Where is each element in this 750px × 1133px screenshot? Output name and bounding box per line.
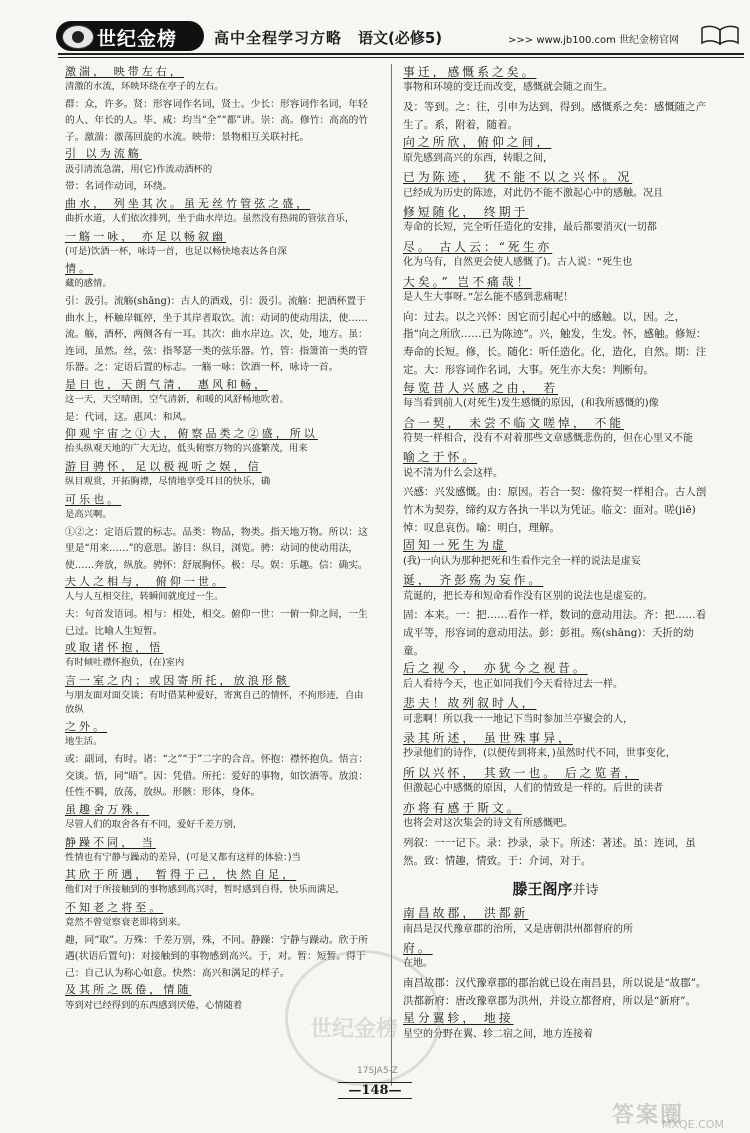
translation-line: 每当看到前人(对死生)发生感慨的原因，(和我所感慨的)像 [403,397,659,409]
header-rule [58,53,744,55]
translation-line: 也将会对这次集会的诗文有所感慨吧。 [403,818,573,830]
source-text-line: 大矣。” 岂不痛哉！ [403,274,532,289]
source-text-line: 尽。 古人云：“死生亦 [403,239,553,254]
translation-line: 清激的水流，环映环绕在亭子的左右。 [65,81,224,93]
translation-line: (可是)饮酒一杯，咏诗一首，也足以畅快地表达各自深 [65,245,287,257]
translation-line: 说不清为什么会这样。 [403,467,503,479]
translation-line: 竟然不曾觉察衰老即将到来。 [65,917,187,929]
annotation-paragraph: 兴感：兴发感慨。由：原因。若合一契：像符契一样相合。古人剖竹木为契券，缔约双方各执一半以为凭证。临文：面对。嗟(jiē)悼：叹息哀伤。喻：明白，理解。 [403,486,707,534]
translation-line: 后人看待今天，也正如同我们今天看待过去一样。 [403,678,623,690]
source-text-line: 喻之于怀。 [403,450,478,465]
page-number: —148— [338,1082,411,1099]
translation-line: 藏的感情。 [65,278,112,290]
translation-line: 可悲啊！所以我一一地记下当时参加兰亭聚会的人， [403,713,633,725]
stamp-text: 世纪金榜 [310,1017,399,1042]
source-text-line: 事迁，感慨系之矣。 [403,65,537,79]
source-text-line: 诞， 齐彭殇为妄作。 [403,573,544,588]
website-label: >>> www.jb100.com 世纪金榜官网 [508,35,680,46]
source-text-line: 游目骋怀，足以极视听之娱，信 [65,460,262,474]
source-text-line: 所以兴怀， 其致一也。 后之览者， [403,766,639,781]
source-text-line: 静躁不同， 当 [65,835,156,849]
source-text-line: 夫人之相与， 俯仰一世。 [65,575,227,589]
translation-line: 事物和环境的变迁而改变，感慨就会随之而生。 [403,82,613,94]
source-text-line: 亦将有感于斯文。 [403,800,522,815]
source-text-line: 府。 [403,941,433,956]
annotation-paragraph: 夫：句首发语词。相与：相处，相交。俯仰一世：一俯一仰之间，一生已过。比喻人生短暂。 [65,609,368,637]
source-text-line: 可乐也。 [65,492,122,506]
source-text-line: 悲夫！故列叙时人， [403,696,537,711]
source-text-line: 一觞一咏， 亦足以畅叙幽 [65,229,227,243]
source-text-line: 修短随化， 终期于 [403,205,529,220]
column-divider [391,64,392,1086]
right-column [403,64,708,1045]
source-text-line: 曲水， 列坐其次。虽无丝竹管弦之盛， [65,196,311,210]
source-text-line: 合一契， 未尝不临文嗟悼， 不能 [403,415,625,430]
print-code: 17SJA5-Z [357,1066,398,1076]
translation-line: 尽管人们的取舍各有不同，爱好千差万别， [65,818,243,830]
translation-line: 荒诞的，把长寿和短命看作没有区别的说法也是虚妄的。 [403,590,653,602]
translation-line: 化为乌有，自然更会使人感慨了)。古人说：“死生也 [403,257,633,269]
source-text-line: 已为陈迹， 犹不能不以之兴怀。况 [403,170,633,185]
source-text-line: 是日也，天朗气清， 惠风和畅， [65,377,269,391]
section-title-suffix: 并诗 [572,883,599,899]
source-text-line: 其欣于所遇， 暂得于己，快然自足， [65,868,297,882]
source-text-line: 星分翼轸， 地接 [403,1011,514,1026]
left-column [65,64,370,1015]
translation-line: 曲折水道，人们依次排列，坐于曲水岸边。虽然没有热闹的管弦音乐， [65,212,355,224]
page-number-wrap [0,1083,750,1098]
translation-line: 他们对于所接触到的事物感到高兴时，暂时感到自得，快乐而满足， [65,884,345,896]
translation-line: 抬头纵观天地的广大无边，低头俯察万物的兴盛繁茂，用来 [65,443,308,455]
source-text-line: 向之所欣，俯仰之间， [403,135,552,150]
translation-line: 但激起心中感慨的原因，人们的情致是一样的。后世的读者 [403,783,663,795]
translation-line: 纵目观赏，开拓胸襟，尽情地享受耳目的快乐，确 [65,476,271,488]
annotation-paragraph: 或：副词，有时。诸：“之”“于”二字的合音。怀抱：襟怀抱负。悟言：交谈。悟，同“晤”。因：凭借。所托：爱好的事物，如饮酒等。放浪：任性不羁，放荡，放纵。形骸：形体，身体。 [65,754,369,799]
source-text-line: 每览昔人兴感之由， 若 [403,380,559,395]
source-text-line: 情。 [65,262,94,276]
watermark-main: 答案圈 [612,1103,685,1128]
translation-line: 性情也有宁静与躁动的差异，(可是又都有这样的体验：)当 [65,851,301,863]
translation-line: 星空的分野在翼、轸二宿之间，地方连接着 [403,1028,593,1040]
translation-line: 南昌是汉代豫章郡的治所，又是唐朝洪州都督府的所 [403,923,633,935]
annotation-paragraph: 向：过去。以之兴怀：因它而引起心中的感触。以，因。之，指“向之所欣……已为陈迹”。兴，触发，生发。怀，感触。修短：寿命的长短。修，长。随化：听任造化。化，造化，自然。期：注定。大：形容词作名词，大事。死生亦大矣：判断句。 [403,310,707,376]
translation-line: 在地。 [403,958,433,970]
source-text-line: 后之视今， 亦犹今之视昔。 [403,661,588,676]
annotation-paragraph: 带：名词作动词，环绕。 [65,181,173,193]
translation-line: 这一天，天空晴朗，空气清新，和暖的风舒畅地吹着。 [65,394,289,406]
annotation-paragraph: 是：代词，这。惠风：和风。 [65,411,192,423]
translation-line: 是人生大事呀。”怎么能不感到悲痛呢！ [403,292,574,304]
annotation-paragraph: 列叙：一一记下。录：抄录，录下。所述：著述。虽：连词，虽然。致：情趣，情致。于：介词，对于。 [403,836,696,867]
translation-line: 有时倾吐襟怀抱负，(在)室内 [65,657,185,669]
translation-line: 汲引清流急湍，用(它)作流动酒杯的 [65,163,213,175]
translation-line: 已经成为历史的陈迹，对此仍不能不激起心中的感触。况且 [403,187,663,199]
translation-line: 符契一样相合，没有不对着那些文章感慨悲伤的，但在心里又不能 [403,432,693,444]
source-text-line: 固知一死生为虚 [403,538,507,553]
source-text-line: 不知老之将至。 [65,901,164,914]
open-book-icon [700,24,740,46]
translation-line: 与朋友面对面交谈；有时借某种爱好，寄寓自己的情怀，不拘形迹，自由放纵 [65,690,364,715]
source-text-line: 引 以为流觞 [65,147,142,161]
annotation-paragraph: 群：众，许多。贤：形容词作名词，贤士。少长：形容词作名词，年轻的人、年长的人。毕、咸：均当“全”“都”讲。崇：高。修竹：高高的竹子。激湍：激荡回旋的水流。映带：景物相互关联衬托。 [65,98,369,143]
annotation-paragraph: 引：汲引。流觞(shāng)：古人的酒戏，引：汲引。流觞：把酒杯置于曲水上，杯触岸辄停，坐于其岸者取饮。流：动词的使动用法，使……流。觞，酒杯，两侧各有一耳。其次：曲水岸边。次，处，地方。虽：连词，虽然。丝，弦：指琴瑟一类的弦乐器。竹，管：指箫笛一类的管乐器。之：定语后置的标志。一觞一咏：饮酒一杯，咏诗一首。 [65,296,368,374]
annotation-paragraph: 南昌故郡：汉代豫章郡的郡治就已设在南昌县，所以说是“故郡”。洪都新府：唐改豫章郡为洪州，并设立都督府，所以是“新府”。 [403,976,707,1007]
translation-line: 是高兴啊。 [65,508,112,520]
translation-line: 抄录他们的诗作，(以便传到将来，)虽然时代不同，世事变化， [403,748,676,760]
eye-logo-icon [62,25,94,49]
brand-name: 世纪金榜 [97,28,178,50]
source-text-line: 南昌故郡， 洪都新 [403,906,529,921]
translation-line: 地生活。 [65,736,103,748]
translation-line: 人与人互相交往，转瞬间就度过一生。 [65,591,224,603]
book-title: 高中全程学习方略 [214,29,343,47]
subject-label: 语文(必修5) [358,29,443,47]
translation-line: 原先感到高兴的东西，转眼之间， [403,152,553,164]
annotation-paragraph: 及：等到。之：往，引申为达到，得到。感慨系之矣：感慨随之产生了。系，附着，随着。 [403,100,707,131]
annotation-paragraph: ①②之：定语后置的标志。品类：物品，物类。指天地万物。所以：这里是“用来……”的意思。游目：纵目，浏览。骋：动词的使动用法，使……奔放，纵放。骋怀：舒展胸怀。极：尽。娱：乐趣。信：确实。 [65,526,368,571]
annotation-paragraph: 趣，同“取”。万殊：千差万别，殊，不同。静躁：宁静与躁动。欣于所遇(状语后置句)：对接触到的事物感到高兴。于，对。暂：短暂。得于己：自己认为称心如意。快然：高兴和满足的样子。 [65,934,368,979]
annotation-paragraph: 固：本来。一：把……看作一样，数词的意动用法。齐：把……看成平等，形容词的意动用法。彭：彭祖。殇(shāng)：夭折的幼童。 [403,609,707,657]
translation-line: 寿命的长短，完全听任造化的安排，最后都要消灭(一切都 [403,222,657,234]
translation-line: 等到对已经得到的东西感到厌倦，心情随着 [65,999,243,1011]
page-header [0,0,750,62]
section-title-main: 滕王阁序 [512,880,573,899]
source-text-line: 录其所述， 虽世殊事异， [403,731,573,746]
source-text-line: 之外。 [65,720,108,734]
source-text-line: 言一室之内；或因寄所托，放浪形骸 [65,673,290,687]
source-text-line: 或取诸怀抱，悟 [65,641,164,655]
translation-line: (我)一向认为那种把死和生看作完全一样的说法是虚妄 [403,555,641,567]
source-text-line: 激湍， 映带左右， [65,65,184,78]
source-text-line: 虽趣舍万殊， [65,802,150,816]
header-rule-thin [58,57,744,58]
source-text-line: 仰观宇宙之①大，俯察品类之②盛，所以 [65,427,318,441]
watermark-sub: MXQE.COM [662,1118,724,1131]
section-title [403,878,708,899]
source-text-line: 及其所之既倦，情随 [65,983,192,997]
